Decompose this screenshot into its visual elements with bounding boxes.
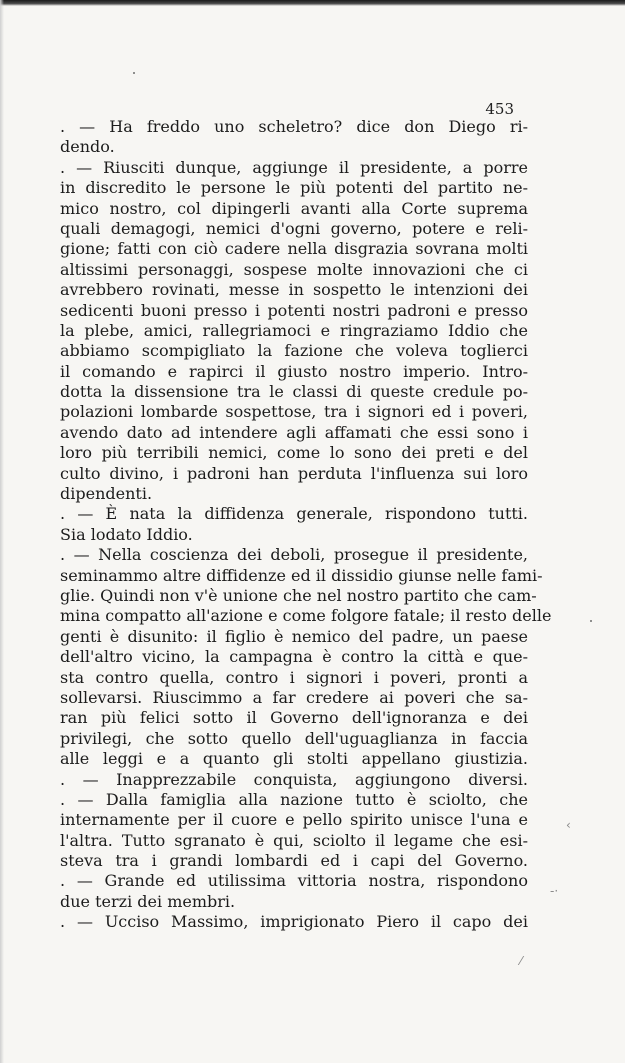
text-line: internamente per il cuore e pello spirito unisce l'una e (60, 810, 528, 830)
text-line: . — È nata la diffidenza generale, rispondono tutti. (60, 504, 528, 524)
text-line: . — Ha freddo uno scheletro? dice don Diego ri- (60, 117, 528, 136)
text-line: in discredito le persone le più potenti del partito ne- (60, 178, 528, 198)
text-line: sta contro quella, contro i signori i poveri, pronti a (60, 667, 528, 687)
page-number: 453 (485, 100, 514, 118)
text-line: la plebe, amici, rallegriamoci e ringraziamo Iddio che (60, 320, 528, 340)
text-line: ran più felici sotto il Governo dell'ignoranza e dei (60, 708, 528, 728)
text-line: . — Riusciti dunque, aggiunge il presidente, a porre (60, 157, 528, 177)
text-line: mina compatto all'azione e come folgore fatale; il resto delle (60, 606, 552, 626)
margin-mark: -· (550, 884, 559, 898)
text-line: . — Dalla famiglia alla nazione tutto è sciolto, che (60, 789, 528, 809)
text-line: quali demagogi, nemici d'ogni governo, potere e reli- (60, 218, 528, 238)
text-line: dell'altro vicino, la campagna è contro la città e que- (60, 647, 528, 667)
text-line: Sia lodato Iddio. (60, 524, 193, 544)
text-line: dendo. (60, 137, 115, 157)
text-line: due terzi dei membri. (60, 891, 236, 911)
text-line: avrebbero rovinati, messe in sospetto le intenzioni dei (60, 280, 528, 300)
text-line: culto divino, i padroni han perduta l'influenza sui loro (60, 463, 528, 483)
margin-mark: ⁄ (520, 954, 523, 968)
text-line: loro più terribili nemici, come lo sono dei preti e del (60, 443, 528, 463)
text-line: sedicenti buoni presso i potenti nostri padroni e presso (60, 300, 528, 320)
text-line: . — Grande ed utilissima vittoria nostra, rispondono (60, 871, 528, 891)
page-gutter-shadow (0, 0, 4, 1063)
text-line: genti è disunito: il figlio è nemico del padre, un paese (60, 626, 528, 646)
text-line: alle leggi e a quanto gli stolti appellano giustizia. (60, 749, 528, 769)
text-line: steva tra i grandi lombardi ed i capi del Governo. (60, 851, 528, 871)
body-text (60, 117, 552, 933)
text-line: gione; fatti con ciò cadere nella disgrazia sovrana molti (60, 239, 528, 259)
text-line: . — Nella coscienza dei deboli, prosegue il presidente, (60, 545, 528, 565)
text-line: dipendenti. (60, 484, 153, 504)
text-line: polazioni lombarde sospettose, tra i signori ed i poveri, (60, 402, 528, 422)
page-top-edge (0, 0, 625, 6)
text-line: glie. Quindi non v'è unione che nel nostro partito che cam- (60, 585, 537, 605)
text-line: dotta la dissensione tra le classi di queste credule po- (60, 382, 528, 402)
text-line: sollevarsi. Riuscimmo a far credere ai poveri che sa- (60, 687, 528, 707)
text-line: privilegi, che sotto quello dell'uguaglianza in faccia (60, 728, 528, 748)
text-line: il comando e rapirci il giusto nostro imperio. Intro- (60, 361, 528, 381)
paper-speck (133, 72, 135, 74)
text-line: avendo dato ad intendere agli affamati che essi sono i (60, 422, 528, 442)
text-line: abbiamo scompigliato la fazione che voleva toglierci (60, 341, 528, 361)
paper-speck (590, 620, 592, 622)
text-line: altissimi personaggi, sospese molte innovazioni che ci (60, 259, 528, 279)
margin-mark: ‹ (566, 818, 571, 832)
text-line: l'altra. Tutto sgranato è qui, sciolto il legame che esi- (60, 830, 528, 850)
text-line: . — Inapprezzabile conquista, aggiungono diversi. (60, 769, 528, 789)
text-line: mico nostro, col dipingerli avanti alla Corte suprema (60, 198, 528, 218)
text-line: . — Ucciso Massimo, imprigionato Piero il capo dei (60, 912, 528, 932)
text-line: seminammo altre diffidenze ed il dissidio giunse nelle fami- (60, 565, 543, 585)
